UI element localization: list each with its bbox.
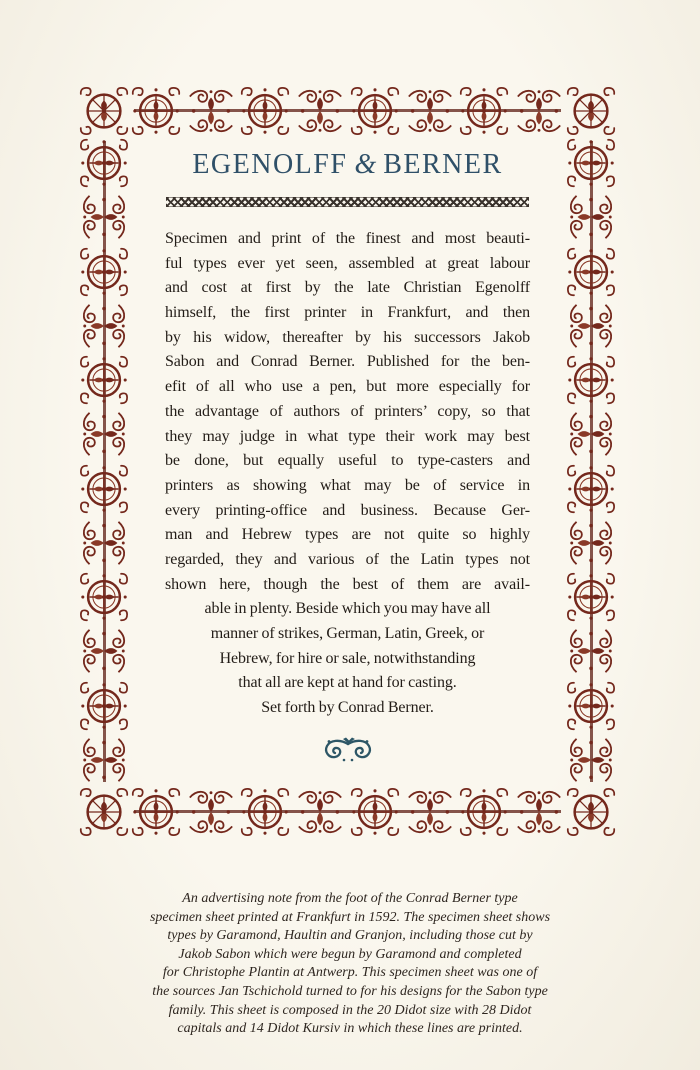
- fleuron-tile-icon: [513, 786, 565, 838]
- body-line: regarded, they and various of the Latin types not: [165, 550, 530, 568]
- fleuron-tile-icon: [458, 85, 510, 137]
- fleuron-tile-icon: [513, 85, 565, 137]
- body-line: efit of all who use a pen, but more especially for: [165, 378, 530, 396]
- fleuron-tile-icon: [294, 786, 346, 838]
- fleuron-tile-icon: [565, 680, 617, 732]
- caption-line: An advertising note from the foot of the Conrad Berner type: [182, 891, 518, 906]
- ornamental-border-right: [565, 137, 617, 786]
- fleuron-tile-icon: [78, 734, 130, 786]
- body-line: be done, but equally useful to type-casters and: [165, 452, 530, 470]
- caption-line: for Christophe Plantin at Antwerp. This specimen sheet was one of: [162, 965, 538, 981]
- fleuron-tile-icon: [565, 300, 617, 352]
- fleuron-tile-icon: [349, 786, 401, 838]
- specimen-body-text: [165, 227, 530, 721]
- body-line: by his widow, thereafter by his successors Jakob: [165, 328, 530, 346]
- fleuron-tile-icon: [130, 85, 182, 137]
- page-title: [130, 149, 565, 181]
- floral-tailpiece-icon: [322, 737, 374, 765]
- fleuron-tile-icon: [78, 246, 130, 298]
- fleuron-corner-icon: [78, 786, 130, 838]
- fleuron-corner-icon: [78, 85, 130, 137]
- fleuron-corner-icon: [565, 786, 617, 838]
- fleuron-tile-icon: [78, 625, 130, 677]
- fleuron-tile-icon: [404, 786, 456, 838]
- caption-line: the sources Jan Tschichold turned to for his designs for the Sabon type: [152, 983, 548, 999]
- fleuron-tile-icon: [78, 191, 130, 243]
- fleuron-tile-icon: [565, 463, 617, 515]
- fleuron-tile-icon: [78, 571, 130, 623]
- braided-chain-rule: [166, 197, 529, 207]
- title-word-left: EGENOLFF: [192, 149, 348, 180]
- fleuron-corner-top-right: [565, 85, 617, 137]
- fleuron-tile-icon: [565, 354, 617, 406]
- fleuron-tile-icon: [78, 300, 130, 352]
- fleuron-corner-icon: [565, 85, 617, 137]
- body-line: himself, the first printer in Frankfurt, and then: [165, 304, 530, 322]
- fleuron-tile-icon: [404, 85, 456, 137]
- body-line: they may judge in what type their work may best: [165, 427, 530, 445]
- fleuron-tile-icon: [565, 191, 617, 243]
- body-line: Sabon and Conrad Berner. Published for the ben-: [165, 353, 530, 371]
- fleuron-tile-icon: [239, 85, 291, 137]
- body-justified-block: [165, 227, 530, 597]
- fleuron-tile-icon: [78, 463, 130, 515]
- fleuron-tile-icon: [78, 408, 130, 460]
- caption-line: capitals and 14 Didot Kursiv in which these lines are printed.: [177, 1021, 523, 1037]
- fleuron-tile-icon: [565, 734, 617, 786]
- fleuron-tile-icon: [185, 85, 237, 137]
- fleuron-corner-bottom-right: [565, 786, 617, 838]
- fleuron-tile-icon: [78, 680, 130, 732]
- fleuron-tile-icon: [78, 137, 130, 189]
- body-line: Specimen and print of the finest and most beauti-: [165, 230, 530, 247]
- caption: [110, 890, 590, 1039]
- fleuron-tile-icon: [565, 408, 617, 460]
- fleuron-tile-icon: [565, 625, 617, 677]
- body-line: the advantage of authors of printers’ copy, so that: [165, 402, 530, 420]
- body-line: manner of strikes, German, Latin, Greek, or: [210, 625, 485, 642]
- body-line: shown here, though the best of them are avail-: [165, 575, 530, 593]
- fleuron-corner-top-left: [78, 85, 130, 137]
- body-line: that all are kept at hand for casting.: [238, 674, 457, 692]
- ornamental-border-bottom: [130, 786, 565, 838]
- body-line: able in plenty. Beside which you may have all: [204, 600, 491, 618]
- caption-line: family. This sheet is composed in the 20 Didot size with 28 Didot: [168, 1002, 532, 1018]
- fleuron-tile-icon: [185, 786, 237, 838]
- fleuron-tile-icon: [565, 571, 617, 623]
- fleuron-tile-icon: [565, 137, 617, 189]
- fleuron-tile-icon: [565, 246, 617, 298]
- fleuron-tile-icon: [78, 517, 130, 569]
- body-line: printers as showing what may be of service in: [165, 476, 530, 494]
- fleuron-tile-icon: [294, 85, 346, 137]
- fleuron-tile-icon: [239, 786, 291, 838]
- body-line: every printing-office and business. Because Ger-: [165, 501, 530, 519]
- floral-tailpiece: [130, 737, 565, 770]
- fleuron-tile-icon: [458, 786, 510, 838]
- title-word-right: BERNER: [383, 149, 503, 180]
- body-centered-block: [165, 597, 530, 720]
- fleuron-corner-bottom-left: [78, 786, 130, 838]
- fleuron-tile-icon: [130, 786, 182, 838]
- fleuron-tile-icon: [565, 517, 617, 569]
- body-line: Hebrew, for hire or sale, notwithstanding: [219, 649, 476, 667]
- ornamental-border-top: [130, 85, 565, 137]
- caption-line: types by Garamond, Haultin and Granjon, including those cut by: [167, 928, 533, 944]
- body-line: man and Hebrew types are not quite so highly: [165, 526, 530, 544]
- fleuron-tile-icon: [78, 354, 130, 406]
- ornamental-border-left: [78, 137, 130, 786]
- fleuron-tile-icon: [349, 85, 401, 137]
- body-line: and cost at first by the late Christian Egenolff: [165, 279, 530, 297]
- title-ampersand: &: [354, 149, 377, 180]
- caption-line: specimen sheet printed at Frankfurt in 1592. The specimen sheet shows: [149, 909, 551, 925]
- caption-line: Jakob Sabon which were begun by Garamond and completed: [178, 946, 522, 962]
- body-line: Set forth by Conrad Berner.: [261, 699, 434, 717]
- specimen-content: [130, 137, 565, 785]
- body-line: ful types ever yet seen, assembled at great labour: [165, 254, 530, 272]
